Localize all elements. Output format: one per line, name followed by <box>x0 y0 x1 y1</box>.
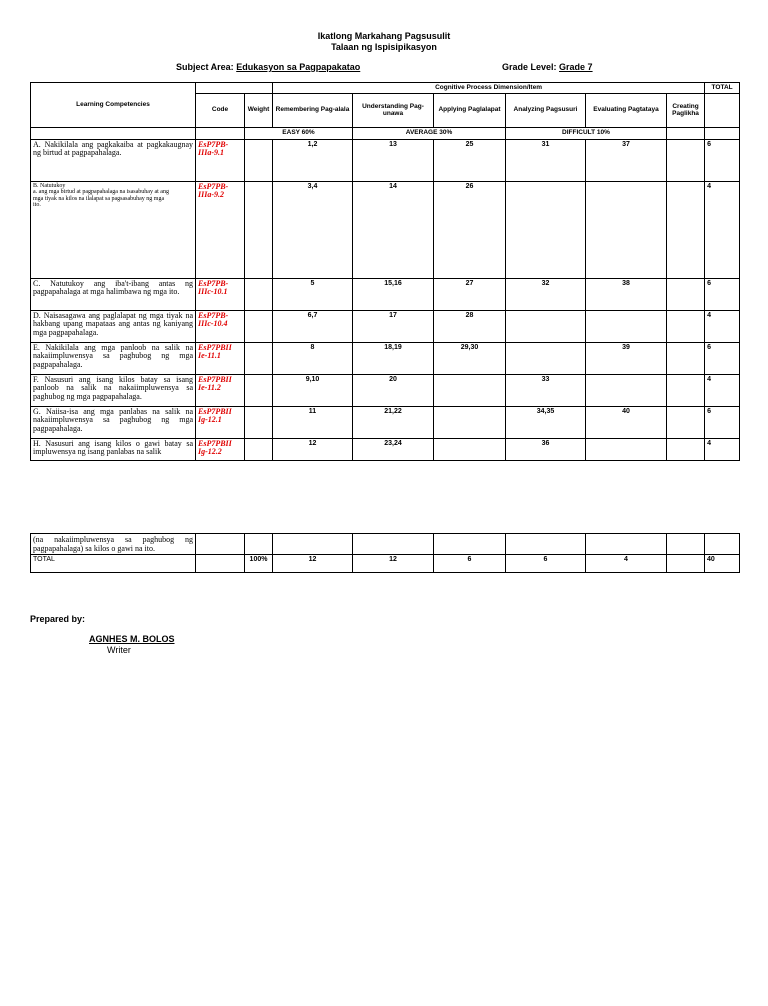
weight-cell <box>245 182 273 279</box>
header-total: TOTAL <box>705 83 740 94</box>
competency-cell <box>31 182 196 279</box>
applying-cell: 27 <box>434 279 506 311</box>
competency-cell: G. Naiisa-isa ang mga panlabas na salik na nakaiimpluwensya sa paghubog ng mga pagpapahalaga. <box>31 407 196 439</box>
header-analyzing: Analyzing Pagsusuri <box>506 94 586 128</box>
evaluating-cell: 40 <box>586 407 667 439</box>
writer-name: AGNHES M. BOLOS <box>89 634 175 644</box>
table-row <box>31 140 740 182</box>
applying-cell <box>434 375 506 407</box>
totals-label: TOTAL <box>31 555 196 573</box>
creating-cell <box>667 311 705 343</box>
creating-cell <box>667 439 705 461</box>
header-applying: Applying Paglalapat <box>434 94 506 128</box>
remembering-cell: 3,4 <box>273 182 353 279</box>
document-title: Ikatlong Markahang Pagsusulit <box>317 31 451 41</box>
code-cell: EsP7PB-IIIc-10.4 <box>196 311 245 343</box>
subject-label: Subject Area: <box>176 62 234 72</box>
grade-label: Grade Level: <box>502 62 557 72</box>
difficulty-difficult: DIFFICULT 10% <box>506 128 667 140</box>
evaluating-cell <box>586 182 667 279</box>
total-cell: 6 <box>705 407 740 439</box>
header-learning-competencies: Learning Competencies <box>31 83 196 128</box>
remembering-cell: 5 <box>273 279 353 311</box>
creating-cell <box>667 279 705 311</box>
remembering-cell: 1,2 <box>273 140 353 182</box>
applying-cell: 28 <box>434 311 506 343</box>
code-cell: EsP7PB-IIIa-9.1 <box>196 140 245 182</box>
weight-cell <box>245 140 273 182</box>
prepared-by-label: Prepared by: <box>30 614 86 624</box>
totals-analyzing: 6 <box>506 555 586 573</box>
remembering-cell: 9,10 <box>273 375 353 407</box>
analyzing-cell <box>506 343 586 375</box>
grade-level <box>502 62 593 72</box>
total-cell: 4 <box>705 439 740 461</box>
competency-title: B. Natutukoy <box>33 183 66 189</box>
totals-weight: 100% <box>245 555 273 573</box>
remembering-cell: 12 <box>273 439 353 461</box>
table-row <box>31 279 740 311</box>
table-row <box>31 439 740 461</box>
header-creating: Creating Paglikha <box>667 94 705 128</box>
competency-cell: H. Nasusuri ang isang kilos o gawi batay sa impluwensya ng isang panlabas na salik <box>31 439 196 461</box>
table-row <box>31 311 740 343</box>
analyzing-cell <box>506 182 586 279</box>
table-row <box>31 407 740 439</box>
creating-cell <box>667 407 705 439</box>
writer-role: Writer <box>107 645 131 655</box>
evaluating-cell: 37 <box>586 140 667 182</box>
total-cell: 4 <box>705 375 740 407</box>
competency-cell: D. Naisasagawa ang paglalapat ng mga tiyak na hakbang upang mapataas ang antas ng kaniyang mga pagpapahalaga. <box>31 311 196 343</box>
header-cognitive: Cognitive Process Dimension/Item <box>273 83 705 94</box>
weight-cell <box>245 407 273 439</box>
document-subtitle: Talaan ng Ispisipikasyon <box>331 42 437 52</box>
analyzing-cell: 31 <box>506 140 586 182</box>
analyzing-cell: 34,35 <box>506 407 586 439</box>
analyzing-cell: 36 <box>506 439 586 461</box>
analyzing-cell <box>506 311 586 343</box>
subject-area <box>176 62 360 72</box>
difficulty-blank-1 <box>31 128 196 140</box>
applying-cell: 29,30 <box>434 343 506 375</box>
competency-detail: a. ang mga birtud at pagpapahalaga na isasabuhay at ang mga tiyak na kilos na ilalapat sa pagsasabuhay ng mga ito. <box>33 189 169 208</box>
code-cell: EsP7PBII Ig-12.2 <box>196 439 245 461</box>
totals-understanding: 12 <box>353 555 434 573</box>
evaluating-cell <box>586 375 667 407</box>
understanding-cell: 18,19 <box>353 343 434 375</box>
competency-cell: A. Nakikilala ang pagkakaiba at pagkakaugnay ng birtud at pagpapahalaga. <box>31 140 196 182</box>
evaluating-cell <box>586 439 667 461</box>
totals-total: 40 <box>705 555 740 573</box>
applying-cell <box>434 407 506 439</box>
creating-cell <box>667 375 705 407</box>
code-cell: EsP7PB-IIIa-9.2 <box>196 182 245 279</box>
totals-applying: 6 <box>434 555 506 573</box>
competency-cell: E. Nakikilala ang mga panloob na salik na nakaiimpluwensya sa paghubog ng mga pagpapahalaga. <box>31 343 196 375</box>
weight-cell <box>245 311 273 343</box>
difficulty-blank-2 <box>196 128 245 140</box>
difficulty-blank-4 <box>705 128 740 140</box>
header-code: Code <box>196 94 245 128</box>
code-cell: EsP7PBII Ie-11.1 <box>196 343 245 375</box>
difficulty-easy: EASY 60% <box>245 128 353 140</box>
header-weight: Weight <box>245 94 273 128</box>
applying-cell: 26 <box>434 182 506 279</box>
header-remembering: Remembering Pag-alala <box>273 94 353 128</box>
weight-cell <box>245 279 273 311</box>
understanding-cell: 13 <box>353 140 434 182</box>
specification-table <box>30 82 740 461</box>
applying-cell: 25 <box>434 140 506 182</box>
total-cell: 6 <box>705 279 740 311</box>
total-cell: 6 <box>705 140 740 182</box>
remembering-cell: 6,7 <box>273 311 353 343</box>
understanding-cell: 21,22 <box>353 407 434 439</box>
specification-table-continued <box>30 533 740 573</box>
total-cell: 4 <box>705 182 740 279</box>
total-cell: 6 <box>705 343 740 375</box>
creating-cell <box>667 182 705 279</box>
understanding-cell: 17 <box>353 311 434 343</box>
totals-evaluating: 4 <box>586 555 667 573</box>
difficulty-average: AVERAGE 30% <box>353 128 506 140</box>
totals-remembering: 12 <box>273 555 353 573</box>
difficulty-blank-3 <box>667 128 705 140</box>
analyzing-cell: 33 <box>506 375 586 407</box>
total-cell: 4 <box>705 311 740 343</box>
header-total-blank <box>705 94 740 128</box>
understanding-cell: 23,24 <box>353 439 434 461</box>
header-understanding: Understanding Pag-unawa <box>353 94 434 128</box>
remembering-cell: 11 <box>273 407 353 439</box>
weight-cell <box>245 343 273 375</box>
weight-cell <box>245 375 273 407</box>
table-row <box>31 343 740 375</box>
creating-cell <box>667 343 705 375</box>
grade-value: Grade 7 <box>559 62 593 72</box>
competency-cell: C. Natutukoy ang iba't-ibang antas ng pagpapahalaga at mga halimbawa ng mga ito. <box>31 279 196 311</box>
understanding-cell: 20 <box>353 375 434 407</box>
creating-cell <box>667 140 705 182</box>
code-cell: EsP7PBII Ig-12.1 <box>196 407 245 439</box>
code-cell: EsP7PB-IIIc-10.1 <box>196 279 245 311</box>
understanding-cell: 14 <box>353 182 434 279</box>
subject-value: Edukasyon sa Pagpapakatao <box>236 62 361 72</box>
weight-cell <box>245 439 273 461</box>
table-row <box>31 182 740 279</box>
totals-creating <box>667 555 705 573</box>
totals-row <box>31 555 740 573</box>
remembering-cell: 8 <box>273 343 353 375</box>
header-evaluating: Evaluating Pagtataya <box>586 94 667 128</box>
understanding-cell: 15,16 <box>353 279 434 311</box>
table-row <box>31 534 740 555</box>
header-blank <box>196 83 273 94</box>
evaluating-cell: 39 <box>586 343 667 375</box>
analyzing-cell: 32 <box>506 279 586 311</box>
competency-continuation: (na nakaiimpluwensya sa paghubog ng pagpapahalaga) sa kilos o gawi na ito. <box>31 534 196 555</box>
applying-cell <box>434 439 506 461</box>
competency-cell: F. Nasusuri ang isang kilos batay sa isang panloob na salik na nakaiimpluwensya sa paghubog ng mga pagpapahalaga. <box>31 375 196 407</box>
evaluating-cell: 38 <box>586 279 667 311</box>
evaluating-cell <box>586 311 667 343</box>
table-row <box>31 375 740 407</box>
code-cell: EsP7PBII Ie-11.2 <box>196 375 245 407</box>
